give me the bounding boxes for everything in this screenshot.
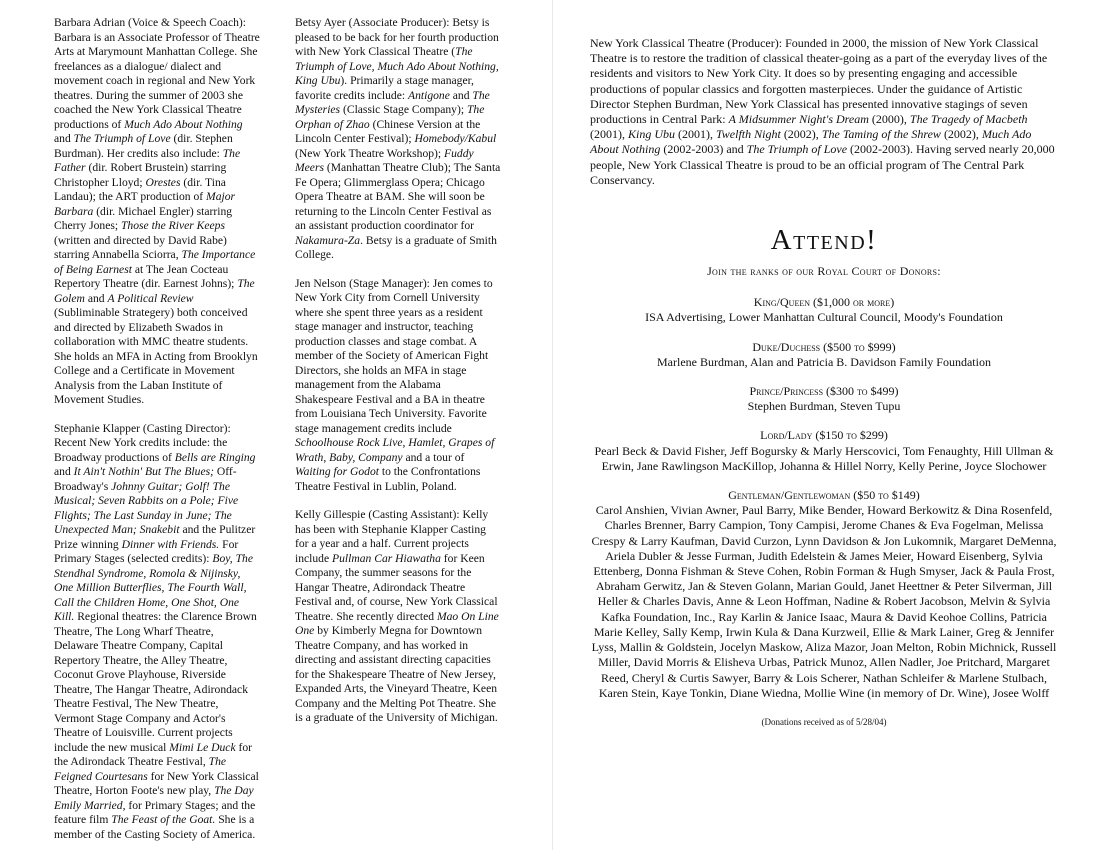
italic-title: Major Barbara [54,190,236,218]
italic-title: Fuddy Meers [295,146,474,174]
text-run: Recent New York credits include: the Broadway productions of [54,436,228,464]
donor-tier-prince-princess [590,384,1058,414]
producer-paragraph [590,36,1058,188]
italic-title: Dinner with Friends. [121,537,220,551]
italic-title: Bells are Ringing [174,450,256,464]
italic-title: Much Ado About Nothing [590,127,1032,157]
bio-betsy-ayer [295,16,501,263]
italic-title: The Day Emily Married, [54,784,254,812]
text-run: Jen comes to New York City from Cornell University where she spent three years as a resident stage manager and instructor, teaching production classes and stage combat. A member of the Society of American Fight Directors, she holds an MFA in stage management from the Alabama Shakespeare Festival and a BA in theatre from Louisiana Tech University. Favorite stage management credits include [295,276,493,435]
text-run: Off-Broadway's [54,465,237,493]
text-run: by Kimberly Megna for Downtown Theatre Company, and has worked in directing and assistant directing capacities for the Shakespeare Theatre of New Jersey, Expanded Arts, the Vineyard Theatre, Keen Company and the Melting Pot Theatre. She is a graduate of the University of Michigan. [295,624,498,724]
italic-title: Boy, The Stendhal Syndrome, Romola & Nijinsky, One Million Butterflies, The Fourth Wall, Call the Children Home, One Shot, One Kill. [54,552,253,623]
text-run: (dir. Stephen Burdman). Her credits also include: [54,132,233,160]
italic-title: Mimi Le Duck [169,740,236,754]
text-run: Regional theatres: the Clarence Brown Theatre, The Long Wharf Theatre, Delaware Theatre Company, Capital Repertory Theatre, the Alley Theatre, Coconut Grove Playhouse, Riverside Theatre, The Hangar Theatre, Adirondack Theatre Festival, The New Theatre, Vermont Stage Company and Actor's Theatre of Louisville. Current projects include the new musical [54,610,257,754]
text-run: (2000), [868,112,910,127]
text-run: and the Pulitzer Prize winning [54,523,256,551]
donor-tier-duke-duchess [590,340,1058,370]
tier-donors: Stephen Burdman, Steven Tupu [747,399,901,414]
text-run: (2002-2003). Having served nearly 20,000 people, New York Classical Theatre is proud to be an official program of The Central Park Conservancy. [590,142,1055,187]
italic-title: The Mysteries [295,88,490,116]
italic-title: Schoolhouse Rock Live, Hamlet, Grapes of Wrath, Baby, Company [295,436,495,464]
text-run: for the Adirondack Theatre Festival, [54,740,253,768]
text-run: Founded in 2000, the mission of New York Classical Theatre is to restore the tradition of classical theater-going as a part of the everyday lives of the residents and visitors to New York City. It does so by presenting engaging and accessible productions of popular classics and forgotten masterpieces. Under the guidance of Artistic Director Stephen Burdman, New York Classical has presented innovative stagings of seven productions in Central Park: [590,36,1048,127]
text-run: Betsy is pleased to be back for her fourth production with New York Classical Theatre ( [295,16,499,58]
bio-kelly-gillespie [295,508,501,726]
bio-column-2 [295,16,501,740]
italic-title: The Taming of the Shrew [821,127,941,142]
text-run: (Chinese Version at the Lincoln Center Festival); [295,117,481,145]
donor-tier-king-queen [590,295,1058,325]
text-run: (Manhattan Theatre Club); The Santa Fe Opera; Glimmerglass Opera; Chicago Opera Theatre at BAM. She will soon be returning to the Lincoln Center Festival as an assistant production coordinator for [295,161,501,232]
italic-title: It Ain't Nothin' But The Blues; [73,465,214,478]
bio-jen-nelson [295,277,501,495]
donor-tier-gentleman-gentlewoman [590,488,1058,701]
italic-title: Waiting for Godot [295,465,379,478]
tier-donors: ISA Advertising, Lower Manhattan Cultural Council, Moody's Foundation [645,310,1003,325]
tier-donors: Carol Anshien, Vivian Awner, Paul Barry, Mike Bender, Howard Berkowitz & Dina Rosenfeld, Charles Brenner, Barry Campion, Tony Campisi, Jerome Chanes & Eva Fogelman, Melissa Crespy & Larry Kaufman, David Curzon, Lynn Davidson & Jon Lukomnik, Margaret DeMenna, Ariela Dubler & Jesse Furman, Judith Edelstein & James Meier, Howard Eisenberg, Sylvia Ettenberg, Donna Fishman & Steve Cohen, Robin Forman & Hugh Smyser, Jack & Paula Frost, Abraham Gerwitz, Jan & Steven Golann, Marian Gould, Janet Heettner & Peter Silverman, Jill Heller & Charles Davis, Anne & Leon Hoffman, Nadine & Robert Jacobson, Melvin & Sylvia Kafka Foundation, Inc., Ray Karlin & Janice Isaac, Maura & David Keohoe Collins, Patricia Marie Kelley, Sally Kemp, Irwin Kula & Dana Kurzweil, Ellie & Mark Lainer, Greg & Jennifer Lyss, Mallin & Goldstein, Jocelyn Maskow, Aliza Mazor, Joan Melton, Robin Michnick, Russell Miller, David Morris & Elisheva Urbas, Patrick Munoz, Allen Nadler, Joe Pritchard, Margaret Reed, Cheryl & Curtis Sawyer, Barry & Lois Scherer, Nathan Schleifer & Marlene Stulbach, Karen Stein, Kaye Tonkin, Diane Wiedna, Mollie Wine (in memory of Dr. Wine), Josee Wolff [591,503,1057,700]
bio-name: Stephanie Klapper (Casting Director): [54,421,231,435]
text-run: and [54,465,74,478]
text-run: for New York Classical Theatre, Horton Foote's new play, [54,769,259,797]
donor-tier-lord-lady [590,428,1058,474]
italic-title: King Ubu [628,127,676,142]
text-run: and [449,88,473,102]
italic-title: The Triumph of Love [73,132,171,145]
bio-barbara-adrian [54,16,260,408]
bio-name: Barbara Adrian (Voice & Speech Coach): [54,16,246,29]
italic-title: Pullman Car Hiawatha [332,551,441,565]
tier-name: Gentleman/Gentlewoman ($50 to $149) [728,488,920,503]
producer-text [590,36,1055,187]
text-run: (Subliminable Strategery) both conceived and directed by Elizabeth Swados in collaboration with MMC theatre students. She holds an MFA in Acting from Brooklyn College and a Certificate in Movement Analysis from the Laban Institute of Movement Studies. [54,306,258,406]
bio-column-1 [54,16,260,856]
italic-title: The Importance of Being Earnest [54,248,256,276]
italic-title: Twelfth Night [716,127,781,142]
donations-note: (Donations received as of 5/28/04) [761,716,887,727]
italic-title: Much Ado About Nothing [124,117,243,131]
bio-stephanie-klapper [54,422,260,843]
text-run: (2001), [675,127,717,142]
text-run: (2001), [590,127,628,142]
text-run: to the Confrontations Theatre Festival in Lublin, Poland. [295,465,481,493]
text-run: (2002), [780,127,822,142]
text-run: Kelly has been with Stephanie Klapper Casting for a year and a half. Current projects include [295,508,489,565]
italic-title: The Feast of the Goat. [111,813,216,826]
bio-text [54,436,259,841]
italic-title: The Triumph of Love, Much Ado About Nothing, King Ubu [295,45,499,87]
bio-text [54,31,260,407]
text-run: and [54,132,74,145]
italic-title: Antigone [408,88,450,102]
producer-name: New York Classical Theatre (Producer): [590,36,783,50]
bio-name: Kelly Gillespie (Casting Assistant): [295,508,460,521]
tier-name: Duke/Duchess ($500 to $999) [752,339,896,354]
text-run: (dir. Tina Landau); the ART production of [54,175,226,203]
italic-title: Those the River Keeps [120,219,225,232]
text-run: and [84,291,108,305]
italic-title: Mao On Line One [295,609,499,637]
italic-title: Nakamura-Za [295,233,361,247]
bio-text [295,508,499,724]
bio-text [295,277,494,493]
text-run: She is a member of the Casting Society of America. [54,813,256,841]
text-run: (Classic Stage Company); [340,103,467,116]
text-run: (2002), [940,127,982,142]
text-run: for Primary Stages; and the feature film [54,798,256,826]
italic-title: The Golem [54,277,255,305]
text-run: at The Jean Cocteau Repertory Theatre (dir. Earnest Johns); [54,262,238,290]
tier-name: King/Queen ($1,000 or more) [753,295,895,310]
italic-title: Homebody/Kabul [414,132,497,145]
text-run: (New York Theatre Workshop); [295,146,445,160]
italic-title: The Feigned Courtesans [54,755,227,783]
bio-text [295,16,500,261]
italic-title: The Tragedy of Macbeth [909,112,1028,127]
text-run: (dir. Robert Brustein) starring Christopher Lloyd; [54,161,227,189]
text-run: (dir. Michael Engler) starring Cherry Jones; [54,204,233,232]
italic-title: The Triumph of Love [746,142,848,157]
tier-donors: Pearl Beck & David Fisher, Jeff Bogursky & Marly Herscovici, Tom Fenaughty, Hill Ullman & Erwin, Jane Rawlingson MacKillop, Johanna & Hillel Norry, Kelly Perine, Joyce Slochower [594,443,1054,473]
bio-name: Betsy Ayer (Associate Producer): [295,16,450,29]
right-page [590,36,1058,730]
italic-title: The Orphan of Zhao [295,103,485,131]
tier-name: Lord/Lady ($150 to $299) [760,428,888,443]
tier-donors: Marlene Burdman, Alan and Patricia B. Davidson Family Foundation [657,354,991,369]
text-run: (2002-2003) and [660,142,747,157]
text-run: Barbara is an Associate Professor of Theatre Arts at Marymount Manhattan College. She freelances as a dialogue/ dialect and movement coach in regional and New York theatres. During the summer of 2003 she coached the New York Classical Theatre productions of [54,30,260,131]
italic-title: Orestes [145,175,181,189]
tier-name: Prince/Princess ($300 to $499) [749,384,899,399]
attend-subtitle: Join the ranks of our Royal Court of Donors: [707,264,941,279]
page-fold [552,0,553,850]
text-run: ). Primarily a stage manager, favorite credits include: [295,74,474,102]
italic-title: A Midsummer Night's Dream [728,112,869,127]
text-run: for Keen Company, the summer seasons for the Hangar Theatre, Adirondack Theatre Festival and, of course, New York Classical Theatre. She recently directed [295,551,498,623]
bio-name: Jen Nelson (Stage Manager): [295,276,430,290]
italic-title: The Father [54,146,241,174]
italic-title: Johnny Guitar; Golf! The Musical; Seven Rabbits on a Pole; Five Flights; The Last Sunday in June; The Unexpected Man; Snakebit [54,479,239,536]
text-run: (written and directed by David Rabe) starring Annabella Sciorra, [54,233,227,261]
text-run: For Primary Stages (selected credits): [54,537,239,565]
text-run: . Betsy is a graduate of Smith College. [295,233,497,261]
italic-title: A Political Review [107,291,194,305]
text-run: and a tour of [402,450,465,464]
attend-heading: Attend! [770,224,878,257]
